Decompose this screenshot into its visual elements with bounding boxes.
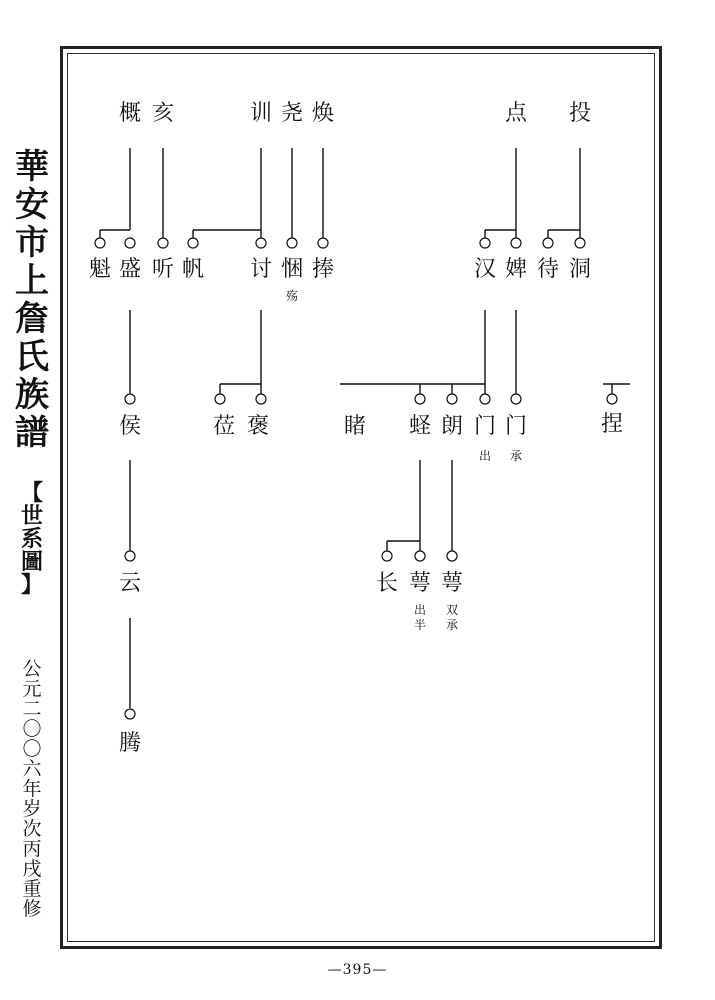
book-title-char: 安 [15, 185, 49, 225]
section-label: 【 世 系 圖 】 [20, 480, 43, 599]
book-title-char: 市 [15, 223, 49, 263]
book-title-char: 氏 [15, 337, 49, 377]
edition-note-char: 次 [22, 818, 42, 840]
edition-note-char: 修 [22, 898, 42, 920]
person-dian: 点 [504, 101, 528, 126]
section-label-char: 系 [20, 526, 43, 553]
person-e-1: 萼 [408, 571, 432, 596]
person-bi: 婢 [504, 257, 528, 282]
person-yun: 云 [118, 571, 142, 596]
edition-note-char: 二 [22, 698, 42, 720]
edition-note-char: 戌 [22, 858, 42, 880]
note-e-double-2: 承 [445, 618, 459, 632]
person-men-2: 门 [504, 414, 528, 439]
note-e-double-1: 双 [445, 603, 459, 617]
section-label-char: 圖 [20, 549, 43, 576]
person-hou: 侯 [118, 414, 142, 439]
person-dai: 待 [536, 257, 560, 282]
edition-note-char: 元 [22, 678, 42, 700]
person-bao: 褒 [246, 414, 270, 439]
person-teng: 腾 [118, 731, 142, 756]
book-title-char: 詹 [15, 299, 49, 339]
book-title-char: 華 [15, 147, 49, 187]
person-kui: 魁 [88, 257, 112, 282]
note-men-out: 出 [478, 449, 492, 463]
edition-note-char: 公 [22, 658, 42, 680]
person-gai: 概 [118, 101, 142, 126]
person-dong: 洞 [568, 257, 592, 282]
person-han: 汉 [473, 257, 497, 282]
person-sheng: 盛 [118, 257, 142, 282]
person-lang: 朗 [440, 414, 464, 439]
note-men-inherit: 承 [509, 449, 523, 463]
person-xun: 训 [249, 101, 273, 126]
person-hai: 亥 [151, 101, 175, 126]
edition-note-char: 岁 [22, 798, 42, 820]
edition-note-char: 重 [22, 878, 42, 900]
section-label-char: 世 [20, 503, 43, 530]
person-kun: 悃 [280, 257, 304, 282]
page-number: —395— [327, 962, 388, 978]
book-title-char: 上 [15, 261, 49, 301]
book-title-char: 族 [15, 375, 49, 415]
book-title-char: 譜 [15, 413, 49, 453]
person-peng: 捧 [311, 257, 335, 282]
person-ting: 听 [151, 257, 175, 282]
person-chang: 长 [375, 571, 399, 596]
note-e-out-half-1: 出 [413, 603, 427, 617]
person-li: 莅 [212, 414, 236, 439]
person-cheng: 蛏 [408, 414, 432, 439]
person-tou: 投 [568, 101, 592, 126]
edition-note-char: 丙 [22, 838, 42, 860]
edition-note-char: 年 [22, 778, 42, 800]
note-kun: 殇 [285, 289, 299, 303]
note-e-out-half-2: 半 [413, 618, 427, 632]
edition-note-char: 六 [22, 758, 42, 780]
edition-note-char: 〇 [22, 718, 42, 740]
person-men-1: 门 [473, 414, 497, 439]
person-e-2: 萼 [440, 571, 464, 596]
person-nie: 捏 [600, 412, 624, 437]
person-fan: 帆 [181, 257, 205, 282]
person-tao: 讨 [249, 257, 273, 282]
person-du: 睹 [343, 414, 367, 439]
edition-note-char: 〇 [22, 738, 42, 760]
person-huan: 焕 [311, 101, 335, 126]
person-yao: 尧 [280, 101, 304, 126]
